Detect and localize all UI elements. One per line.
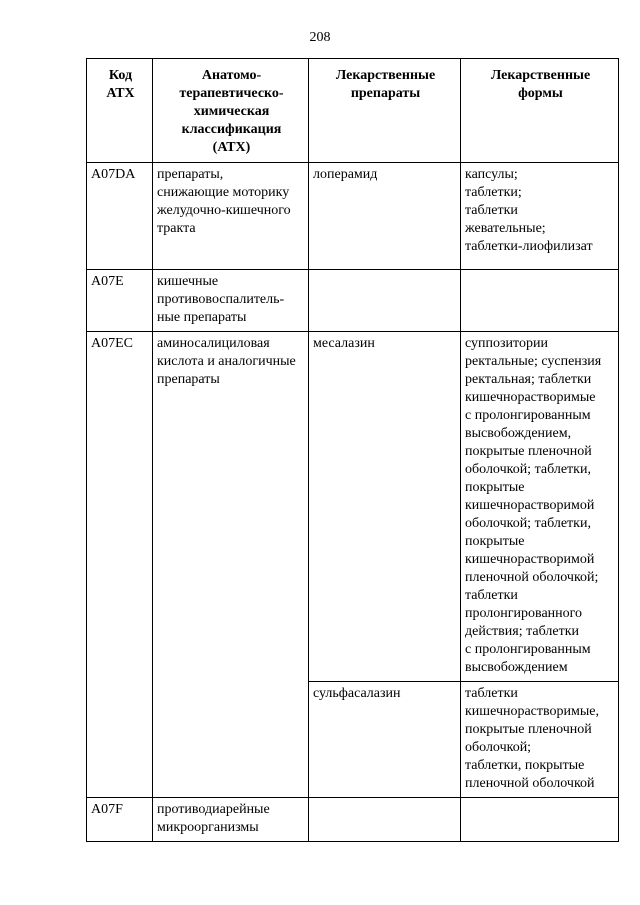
classification-cell: препараты, снижающие моторику желудочно-кишечного тракта	[153, 163, 309, 270]
table-header-row	[87, 59, 619, 163]
drug-cell: лоперамид	[309, 163, 461, 270]
dosage-forms-cell: таблетки кишечнорастворимые, покрытые пленочной оболочкой; таблетки, покрытые пленочной оболочкой	[461, 682, 619, 798]
dosage-forms-cell: капсулы; таблетки; таблетки жевательные; таблетки-лиофилизат	[461, 163, 619, 270]
table-row	[87, 332, 619, 682]
drug-cell	[309, 270, 461, 332]
table-row	[87, 270, 619, 332]
header-forms: Лекарственные формы	[461, 59, 619, 163]
table-row	[87, 163, 619, 270]
table-row	[87, 798, 619, 842]
classification-cell: кишечные противовоспалитель- ные препараты	[153, 270, 309, 332]
page-number: 208	[309, 30, 331, 45]
drug-cell: месалазин	[309, 332, 461, 682]
drug-cell: сульфасалазин	[309, 682, 461, 798]
classification-cell: аминосалициловая кислота и аналогичные препараты	[153, 332, 309, 798]
atx-code-cell: A07F	[87, 798, 153, 842]
dosage-forms-cell: суппозитории ректальные; суспензия ректальная; таблетки кишечнорастворимые с пролонгированным высвобождением, покрытые пленочной оболочкой; таблетки, покрытые кишечнорастворимой оболочкой; таблетки, покрытые кишечнорастворимой пленочной оболочкой; таблетки пролонгированного действия; таблетки с пролонгированным высвобождением	[461, 332, 619, 682]
dosage-forms-cell	[461, 798, 619, 842]
header-drugs: Лекарственные препараты	[309, 59, 461, 163]
atx-table	[86, 58, 619, 842]
drug-cell	[309, 798, 461, 842]
dosage-forms-cell	[461, 270, 619, 332]
header-classification: Анатомо- терапевтическо- химическая классификация (АТХ)	[153, 59, 309, 163]
atx-code-cell: A07EC	[87, 332, 153, 798]
header-code: Код АТХ	[87, 59, 153, 163]
classification-cell: противодиарейные микроорганизмы	[153, 798, 309, 842]
atx-code-cell: A07DA	[87, 163, 153, 270]
atx-code-cell: A07E	[87, 270, 153, 332]
